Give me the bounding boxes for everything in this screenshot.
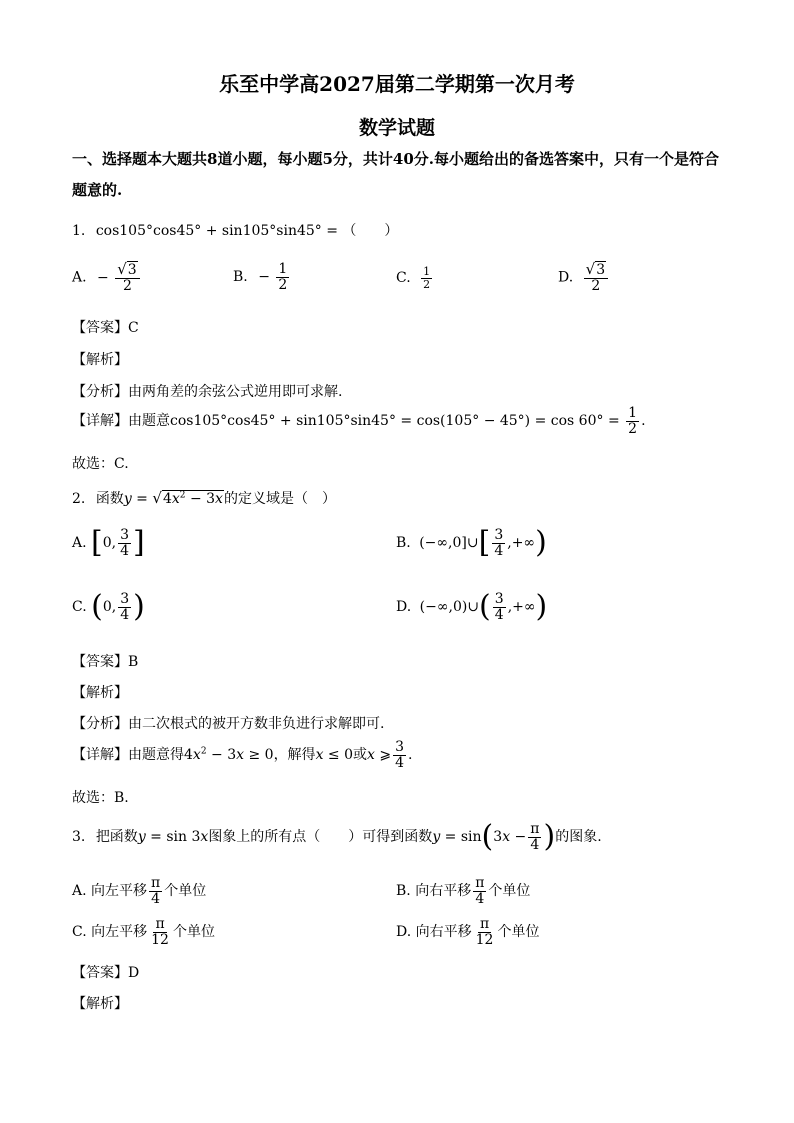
analysis-text: 由二次根式的被开方数非负进行求解即可.	[128, 716, 385, 732]
analysis-tag: 【分析】	[72, 716, 128, 732]
analysis-tag: 【分析】	[72, 384, 128, 400]
fraction-numerator: 3	[127, 262, 137, 278]
q2-text-post: 的定义域是（ ）	[223, 491, 336, 507]
q3-number: 3.	[72, 829, 86, 846]
q2-number: 2.	[72, 491, 86, 507]
q2-jiexi: 【解析】	[72, 685, 128, 701]
q2-option-c: C. (0, $\frac{3}{4}$ )	[72, 589, 145, 625]
fraction-numerator: 1	[628, 405, 638, 421]
q3-option-d: D. 向右平移 $\frac{\pi}{12}$ 个单位	[396, 916, 540, 948]
exam-subtitle: 数学试题	[358, 117, 435, 139]
q1-paren: （ ）	[342, 223, 399, 239]
fraction-numerator: 1	[278, 261, 288, 277]
fraction-denominator: 2	[628, 420, 638, 437]
q3-stem: 3. 把函数y = sin 3x图象上的所有点（ ）可得到函数y = sin(3x − $\frac{\pi}{4}$ )的图象.	[72, 819, 602, 855]
q2-text-pre: 函数	[95, 491, 124, 507]
option-unit: 个单位	[488, 883, 531, 900]
q1-option-b: B. − $\frac{1}{2}$	[233, 261, 288, 293]
option-text: B. 向右平移	[396, 883, 472, 900]
q1-option-c	[396, 266, 434, 290]
option-unit: 个单位	[497, 924, 540, 941]
fraction-numerator: 1	[423, 265, 431, 278]
q2-option-b: B. (−∞,0]∪[ $\frac{3}{4}$ ,+∞)	[396, 525, 547, 561]
q3-option-b: B. 向右平移 $\frac{\pi}{4}$ 个单位	[396, 875, 531, 907]
q3-text-pre: 把函数	[95, 829, 138, 846]
q3-option-a: A. 向左平移 $\frac{\pi}{4}$ 个单位	[72, 875, 207, 907]
detail-or: 或	[353, 747, 368, 764]
q2-detail: 【详解】由题意得$4x^2 - 3x \ge 0$，解得x ≤ 0或x ⩾ $\frac{3}{4}$ .	[72, 739, 413, 771]
exam-title: 乐至中学高2027届第二学期第一次月考	[219, 72, 575, 96]
q2-option-a: A. [0, $\frac{3}{4}$ ]	[72, 525, 145, 561]
q1-conclusion: 故选：C.	[72, 456, 129, 472]
q2-conclusion: 故选：B.	[72, 790, 129, 806]
q3-option-c: C. 向左平移 $\frac{\pi}{12}$ 个单位	[72, 916, 215, 948]
q2-answer: 【答案】B	[72, 654, 139, 670]
q1-stem	[72, 220, 398, 240]
detail-expression: cos105°cos45° + sin105°sin45° = cos(105° − 45°) = cos 60° =	[170, 413, 620, 430]
fraction-denominator: 2	[278, 276, 288, 293]
option-label: A.	[72, 535, 87, 552]
q1-option-d: D. $\frac{√3}{2}$	[558, 262, 610, 293]
option-unit: 个单位	[172, 924, 215, 941]
option-text: A. 向左平移	[72, 883, 148, 900]
analysis-text: 由两角差的余弦公式逆用即可求解.	[128, 384, 343, 400]
detail-tag: 【详解】	[72, 413, 128, 430]
fraction-denominator: 2	[423, 277, 431, 291]
option-label: B.	[233, 269, 248, 286]
option-label: B.	[396, 535, 411, 552]
q3-answer: 【答案】D	[72, 965, 140, 981]
q2-option-d: D. (−∞,0)∪( $\frac{3}{4}$ ,+∞)	[396, 589, 548, 625]
q2-analysis	[72, 713, 384, 733]
q1-jiexi: 【解析】	[72, 352, 128, 368]
option-text: D. 向右平移	[396, 924, 472, 941]
option-label: C.	[72, 599, 87, 616]
section-heading: 一、选择题本大题共8道小题，每小题5分，共计40分.每小题给出的备选答案中，只有一个是符合题意的.	[72, 150, 719, 199]
option-label: D.	[558, 269, 574, 286]
q2-stem: 2. 函数$y = √4x^2 - 3x$的定义域是（ ）	[72, 489, 336, 507]
option-unit: 个单位	[164, 883, 207, 900]
fraction-denominator: 2	[122, 277, 132, 294]
q1-analysis	[72, 381, 342, 401]
option-label: A.	[72, 269, 87, 286]
q1-expression: cos105°cos45° + sin105°sin45° =	[95, 223, 338, 239]
q1-number: 1.	[72, 223, 86, 239]
q3-text-post: 的图象.	[555, 829, 602, 846]
q1-option-a: A. − $\frac{√3}{2}$	[72, 262, 142, 293]
detail-pre: 由题意得	[128, 747, 184, 764]
q3-jiexi: 【解析】	[72, 996, 128, 1012]
option-label: C.	[396, 270, 411, 287]
detail-mid: ，解得	[273, 747, 316, 764]
option-text: C. 向左平移	[72, 924, 148, 941]
option-label: D.	[396, 599, 412, 616]
q1-detail: 【详解】由题意cos105°cos45° + sin105°sin45° = cos(105° − 45°) = cos 60° = $\frac{1}{2}$ .	[72, 405, 646, 437]
fraction-denominator: 2	[591, 277, 601, 294]
fraction-numerator: 3	[596, 262, 606, 278]
detail-tag: 【详解】	[72, 747, 128, 764]
q1-answer: 【答案】C	[72, 320, 139, 336]
q3-text-mid: 图象上的所有点（ ）可得到函数	[208, 829, 433, 846]
detail-pre: 由题意	[128, 413, 170, 430]
